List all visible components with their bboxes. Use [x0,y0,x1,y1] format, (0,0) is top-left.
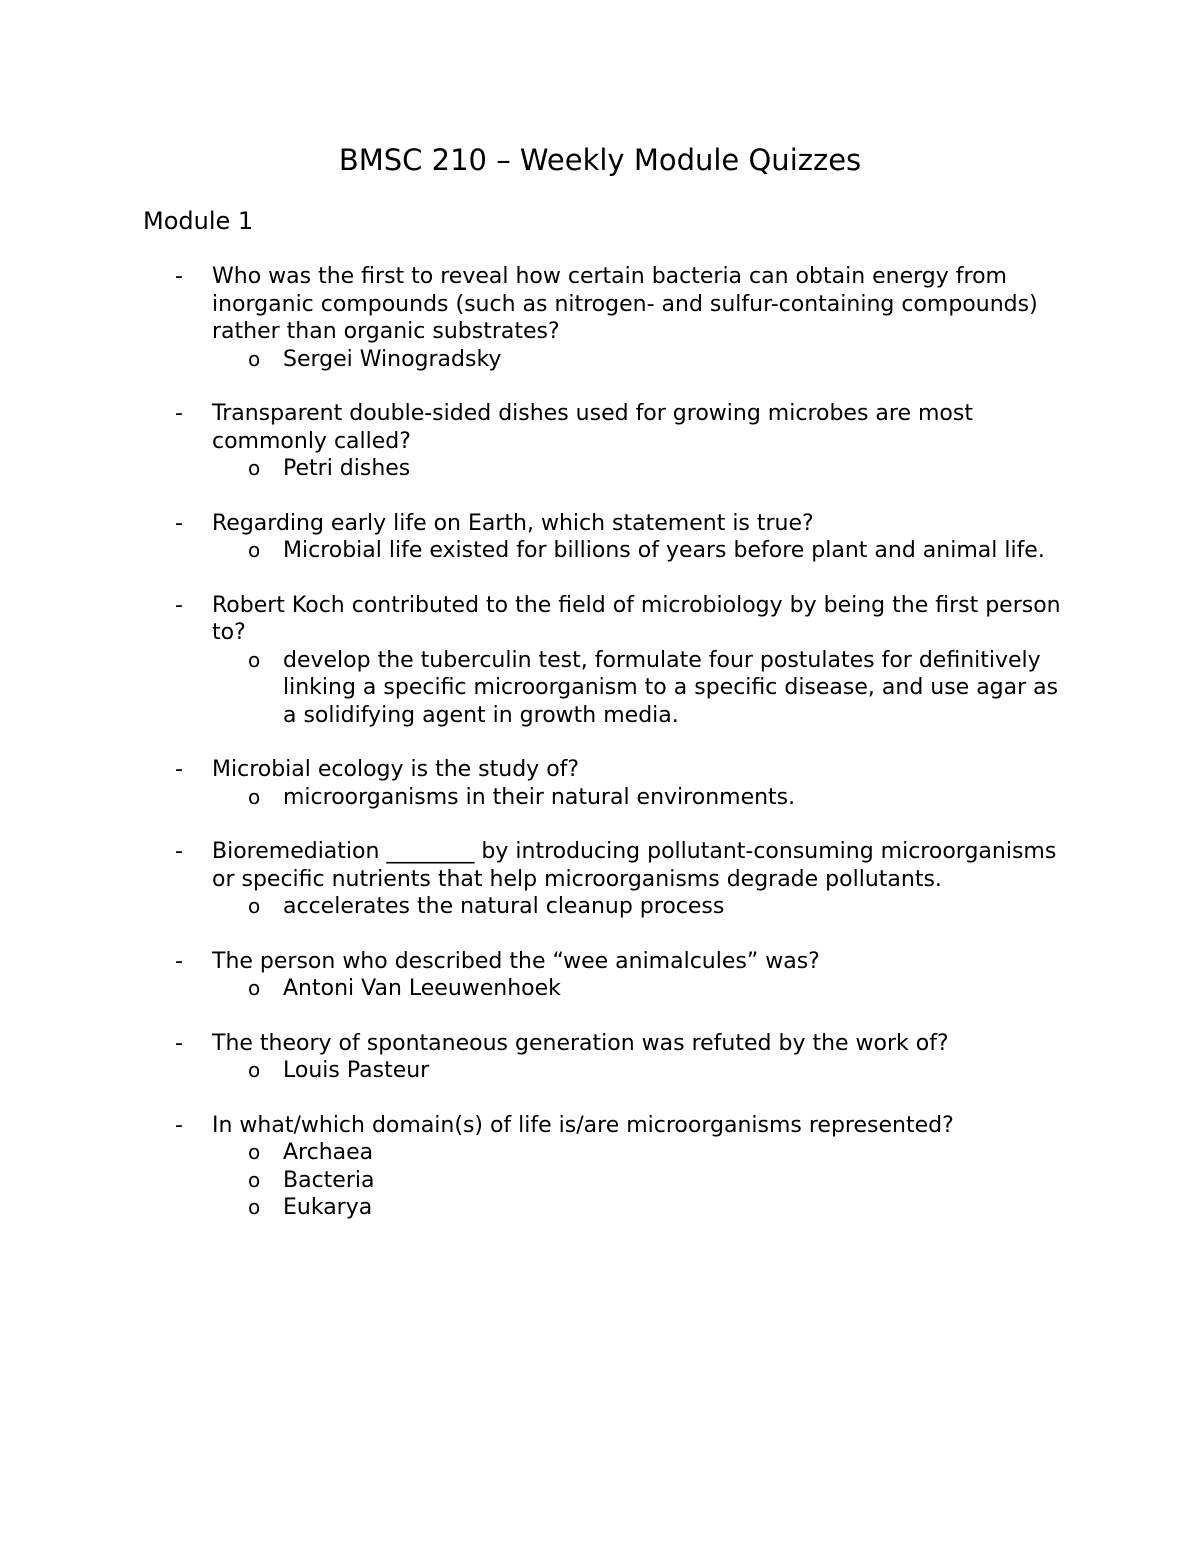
dash-bullet: - [175,1030,183,1056]
circle-bullet-icon: o [248,1167,261,1192]
module-heading: Module 1 [143,207,254,235]
answer-item [0,784,1073,812]
answer-text: develop the tuberculin test, formulate four postulates for definitively linking a specific microorganism to a specific disease, and use agar as a solidifying agent in growth media. [283,647,1059,728]
answer-list [0,647,1200,730]
question-item [0,1112,1200,1222]
circle-bullet-icon: o [248,976,261,1000]
answer-item [0,537,1073,565]
answer-item [0,647,1073,730]
question-text: Bioremediation ________ by introducing pollutant-consuming microorganisms or specific nutrients that help microorganisms degrade pollutants. [212,839,1057,892]
question-item [0,592,1200,730]
answer-text: Petri dishes [283,456,411,481]
answer-item [0,1057,1073,1085]
answer-list [0,1057,1200,1085]
question-row [0,948,1072,976]
circle-bullet-icon: o [248,1058,261,1082]
question-text: Transparent double-sided dishes used for growing microbes are most commonly called? [212,401,973,454]
answer-item [0,1139,1073,1167]
answer-text: Sergei Winogradsky [283,346,502,372]
question-item [0,400,1200,483]
answer-item [0,893,1073,921]
question-item [0,263,1200,373]
circle-bullet-icon: o [248,1195,261,1219]
circle-bullet-icon: o [248,538,261,562]
question-text: Regarding early life on Earth, which statement is true? [212,510,814,536]
question-item [0,948,1200,1003]
question-row [0,756,1072,784]
answer-list [0,975,1200,1003]
dash-bullet: - [175,401,183,426]
dash-bullet: - [175,757,183,782]
answer-text: microorganisms in their natural environments. [283,784,796,810]
answer-item [0,1194,1073,1222]
document-title: BMSC 210 – Weekly Module Quizzes [338,143,862,177]
dash-bullet: - [175,1112,183,1138]
question-text: Microbial ecology is the study of? [212,757,580,782]
question-item [0,510,1200,565]
answer-text: Eukarya [283,1195,373,1220]
question-text: The person who described the “wee animalcules” was? [212,948,820,974]
answer-text: Antoni Van Leeuwenhoek [283,976,561,1001]
question-item [0,1030,1200,1085]
answer-text: Microbial life existed for billions of years before plant and animal life. [283,538,1045,563]
question-row [0,838,1072,893]
answer-text: Bacteria [283,1167,375,1193]
answer-item [0,455,1073,483]
question-item [0,838,1200,921]
answer-list [0,455,1200,483]
question-row [0,592,1072,647]
answer-list [0,1139,1200,1222]
question-row [0,510,1072,538]
circle-bullet-icon: o [248,894,261,918]
answer-text: Louis Pasteur [283,1058,430,1083]
circle-bullet-icon: o [248,456,261,480]
dash-bullet: - [175,264,183,289]
answer-text: Archaea [283,1140,374,1165]
question-row [0,263,1072,346]
question-list [0,263,1200,1249]
circle-bullet-icon: o [248,346,261,371]
question-text: Who was the first to reveal how certain bacteria can obtain energy from inorganic compounds (such as nitrogen- and sulfur-containing compounds) rather than organic substrates? [212,264,1038,344]
question-text: Robert Koch contributed to the field of microbiology by being the first person to? [212,592,1061,645]
answer-item [0,1167,1073,1195]
answer-text: accelerates the natural cleanup process [283,894,725,919]
answer-list [0,893,1200,921]
question-row [0,1030,1072,1058]
question-row [0,400,1072,455]
answer-list [0,346,1200,374]
answer-item [0,346,1073,374]
dash-bullet: - [175,839,183,864]
circle-bullet-icon: o [248,647,261,672]
question-row [0,1112,1072,1140]
answer-item [0,975,1073,1003]
dash-bullet: - [175,592,183,618]
dash-bullet: - [175,510,183,536]
question-text: In what/which domain(s) of life is/are microorganisms represented? [212,1112,954,1138]
circle-bullet-icon: o [248,784,261,809]
question-item [0,756,1200,811]
question-text: The theory of spontaneous generation was refuted by the work of? [212,1030,949,1056]
answer-list [0,784,1200,812]
circle-bullet-icon: o [248,1140,261,1164]
dash-bullet: - [175,948,183,974]
answer-list [0,537,1200,565]
